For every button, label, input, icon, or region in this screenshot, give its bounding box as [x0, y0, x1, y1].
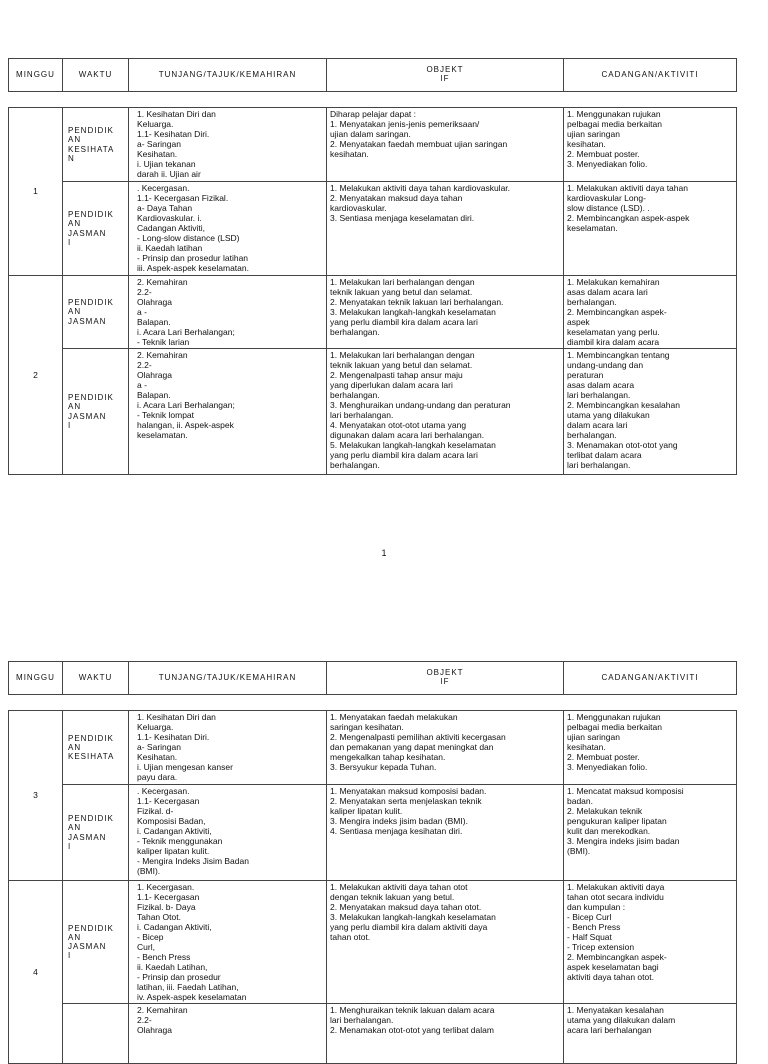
cadangan-cell: 1. Menyatakan kesalahan utama yang dilakukan dalam acara lari berhalangan — [564, 1004, 737, 1064]
cadangan-cell: 1. Melakukan kemahiran asas dalam acara lari berhalangan. 2. Membincangkan aspek- aspek keselamatan yang perlu. diambil kira dalam acara — [564, 276, 737, 349]
page-2-table — [8, 661, 736, 1064]
table-spacer — [9, 92, 737, 108]
table-row — [9, 881, 737, 1004]
waktu-cell: PENDIDIK AN JASMAN I — [63, 349, 129, 475]
tunjang-cell: 1. Kesihatan Diri dan Keluarga. 1.1- Kesihatan Diri. a- Saringan Kesihatan. i. Ujian tekanan darah ii. Ujian air — [129, 108, 327, 182]
waktu-cell: PENDIDIK AN JASMAN I — [63, 881, 129, 1004]
objektif-cell: 1. Melakukan aktiviti daya tahan kardiovaskular. 2. Menyatakan maksud daya tahan kardiovaskular. 3. Sentiasa menjaga keselamatan diri. — [327, 182, 564, 276]
waktu-cell — [63, 1004, 129, 1064]
tunjang-cell: . Kecergasan. 1.1- Kecergasan Fizikal. a- Daya Tahan Kardiovaskular. i. Cadangan Aktiviti, - Long-slow distance (LSD) ii. Kaedah latihan - Prinsip dan prosedur latihan iii. Aspek-aspek keselamatan. — [129, 182, 327, 276]
table-row — [9, 711, 737, 785]
table-row — [9, 785, 737, 881]
cadangan-cell: 1. Melakukan aktiviti daya tahan kardiovaskular Long- slow distance (LSD). . 2. Membincangkan aspek-aspek keselamatan. — [564, 182, 737, 276]
header-objektif: OBJEKT IF — [327, 662, 564, 695]
tunjang-cell: 2. Kemahiran 2.2- Olahraga a - Balapan. i. Acara Lari Berhalangan; - Teknik larian — [129, 276, 327, 349]
cadangan-cell: 1. Menggunakan rujukan pelbagai media berkaitan ujian saringan kesihatan. 2. Membuat poster. 3. Menyediakan folio. — [564, 108, 737, 182]
table-row — [9, 182, 737, 276]
tunjang-cell: . Kecergasan. 1.1- Kecergasan Fizikal. d- Komposisi Badan, i. Cadangan Aktiviti, - Teknik menggunakan kaliper lipatan kulit. - Mengira Indeks Jisim Badan (BMI). — [129, 785, 327, 881]
waktu-cell: PENDIDIK AN KESIHATA N — [63, 108, 129, 182]
tunjang-cell: 1. Kecergasan. 1.1- Kecergasan Fizikal. b- Daya Tahan Otot. i. Cadangan Aktiviti, - Bicep Curl, - Bench Press ii. Kaedah Latihan, - Prinsip dan prosedur latihan, iii. Faedah Latihan, iv. Aspek-aspek keselamatan — [129, 881, 327, 1004]
cadangan-cell: 1. Membincangkan tentang undang-undang dan peraturan asas dalam acara lari berhalangan. 2. Membincangkan kesalahan utama yang dilakukan dalam acara lari berhalangan. 3. Menamakan otot-otot yang terlibat dalam acara lari berhalangan. — [564, 349, 737, 475]
header-minggu: MINGGU — [9, 59, 63, 92]
tunjang-cell: 2. Kemahiran 2.2- Olahraga — [129, 1004, 327, 1064]
header-cadangan: CADANGAN/AKTIVITI — [564, 662, 737, 695]
objektif-cell: 1. Melakukan lari berhalangan dengan teknik lakuan yang betul dan selamat. 2. Mengenalpasti tahap ansur maju yang diperlukan dalam acara lari berhalangan. 3. Menghuraikan undang-undang dan peraturan lari berhalangan. 4. Menyatakan otot-otot utama yang digunakan dalam acara lari berhalangan. 5. Melakukan langkah-langkah keselamatan yang perlu diambil kira dalam acara lari berhalangan. — [327, 349, 564, 475]
page-1-table — [8, 58, 736, 475]
header-waktu: WAKTU — [63, 662, 129, 695]
header-tunjang: TUNJANG/TAJUK/KEMAHIRAN — [129, 59, 327, 92]
waktu-cell: PENDIDIK AN KESIHATA — [63, 711, 129, 785]
header-objektif: OBJEKT IF — [327, 59, 564, 92]
table-row — [9, 108, 737, 182]
cadangan-cell: 1. Melakukan aktiviti daya tahan otot secara individu dan kumpulan : - Bicep Curl - Bench Press - Half Squat - Tricep extension 2. Membincangkan aspek- aspek keselamatan bagi aktiviti daya tahan otot. — [564, 881, 737, 1004]
waktu-cell: PENDIDIK AN JASMAN I — [63, 785, 129, 881]
tunjang-cell: 2. Kemahiran 2.2- Olahraga a - Balapan. i. Acara Lari Berhalangan; - Teknik lompat halangan, ii. Aspek-aspek keselamatan. — [129, 349, 327, 475]
table-spacer — [9, 695, 737, 711]
cadangan-cell: 1. Mencatat maksud komposisi badan. 2. Melakukan teknik pengukuran kaliper lipatan kulit dan merekodkan. 3. Mengira indeks jisim badan (BMI). — [564, 785, 737, 881]
table-row — [9, 1004, 737, 1064]
header-minggu: MINGGU — [9, 662, 63, 695]
objektif-cell: 1. Melakukan aktiviti daya tahan otot dengan teknik lakuan yang betul. 2. Menyatakan maksud daya tahan otot. 3. Melakukan langkah-langkah keselamatan yang perlu diambil kira dalam aktiviti daya tahan otot. — [327, 881, 564, 1004]
table-row — [9, 349, 737, 475]
page-number: 1 — [381, 548, 387, 558]
waktu-cell: PENDIDIK AN JASMAN I — [63, 182, 129, 276]
week-number: 1 — [9, 108, 63, 276]
header-waktu: WAKTU — [63, 59, 129, 92]
week-number: 2 — [9, 276, 63, 475]
objektif-cell: 1. Menghuraikan teknik lakuan dalam acara lari berhalangan. 2. Menamakan otot-otot yang terlibat dalam — [327, 1004, 564, 1064]
objektif-cell: Diharap pelajar dapat : 1. Menyatakan jenis-jenis pemeriksaan/ ujian dalam saringan. 2. Menyatakan faedah membuat ujian saringan kesihatan. — [327, 108, 564, 182]
header-cadangan: CADANGAN/AKTIVITI — [564, 59, 737, 92]
cadangan-cell: 1. Menggunakan rujukan pelbagai media berkaitan ujian saringan kesihatan. 2. Membuat poster. 3. Menyediakan folio. — [564, 711, 737, 785]
waktu-cell: PENDIDIK AN JASMAN — [63, 276, 129, 349]
objektif-cell: 1. Menyatakan maksud komposisi badan. 2. Menyatakan serta menjelaskan teknik kaliper lipatan kulit. 3. Mengira indeks jisim badan (BMI). 4. Sentiasa menjaga kesihatan diri. — [327, 785, 564, 881]
table-row — [9, 276, 737, 349]
objektif-cell: 1. Melakukan lari berhalangan dengan teknik lakuan yang betul dan selamat. 2. Menyatakan teknik lakuan lari berhalangan. 3. Melakukan langkah-langkah keselamatan yang perlu diambil kira dalam acara lari berhalangan. — [327, 276, 564, 349]
week-number: 3 — [9, 711, 63, 881]
header-tunjang: TUNJANG/TAJUK/KEMAHIRAN — [129, 662, 327, 695]
tunjang-cell: 1. Kesihatan Diri dan Keluarga. 1.1- Kesihatan Diri. a- Saringan Kesihatan. i. Ujian mengesan kanser payu dara. — [129, 711, 327, 785]
objektif-cell: 1. Menyatakan faedah melakukan saringan kesihatan. 2. Mengenalpasti pemilihan aktiviti kecergasan dan pemakanan yang dapat meningkat dan mengekalkan tahap kesihatan. 3. Bersyukur kepada Tuhan. — [327, 711, 564, 785]
week-number: 4 — [9, 881, 63, 1064]
